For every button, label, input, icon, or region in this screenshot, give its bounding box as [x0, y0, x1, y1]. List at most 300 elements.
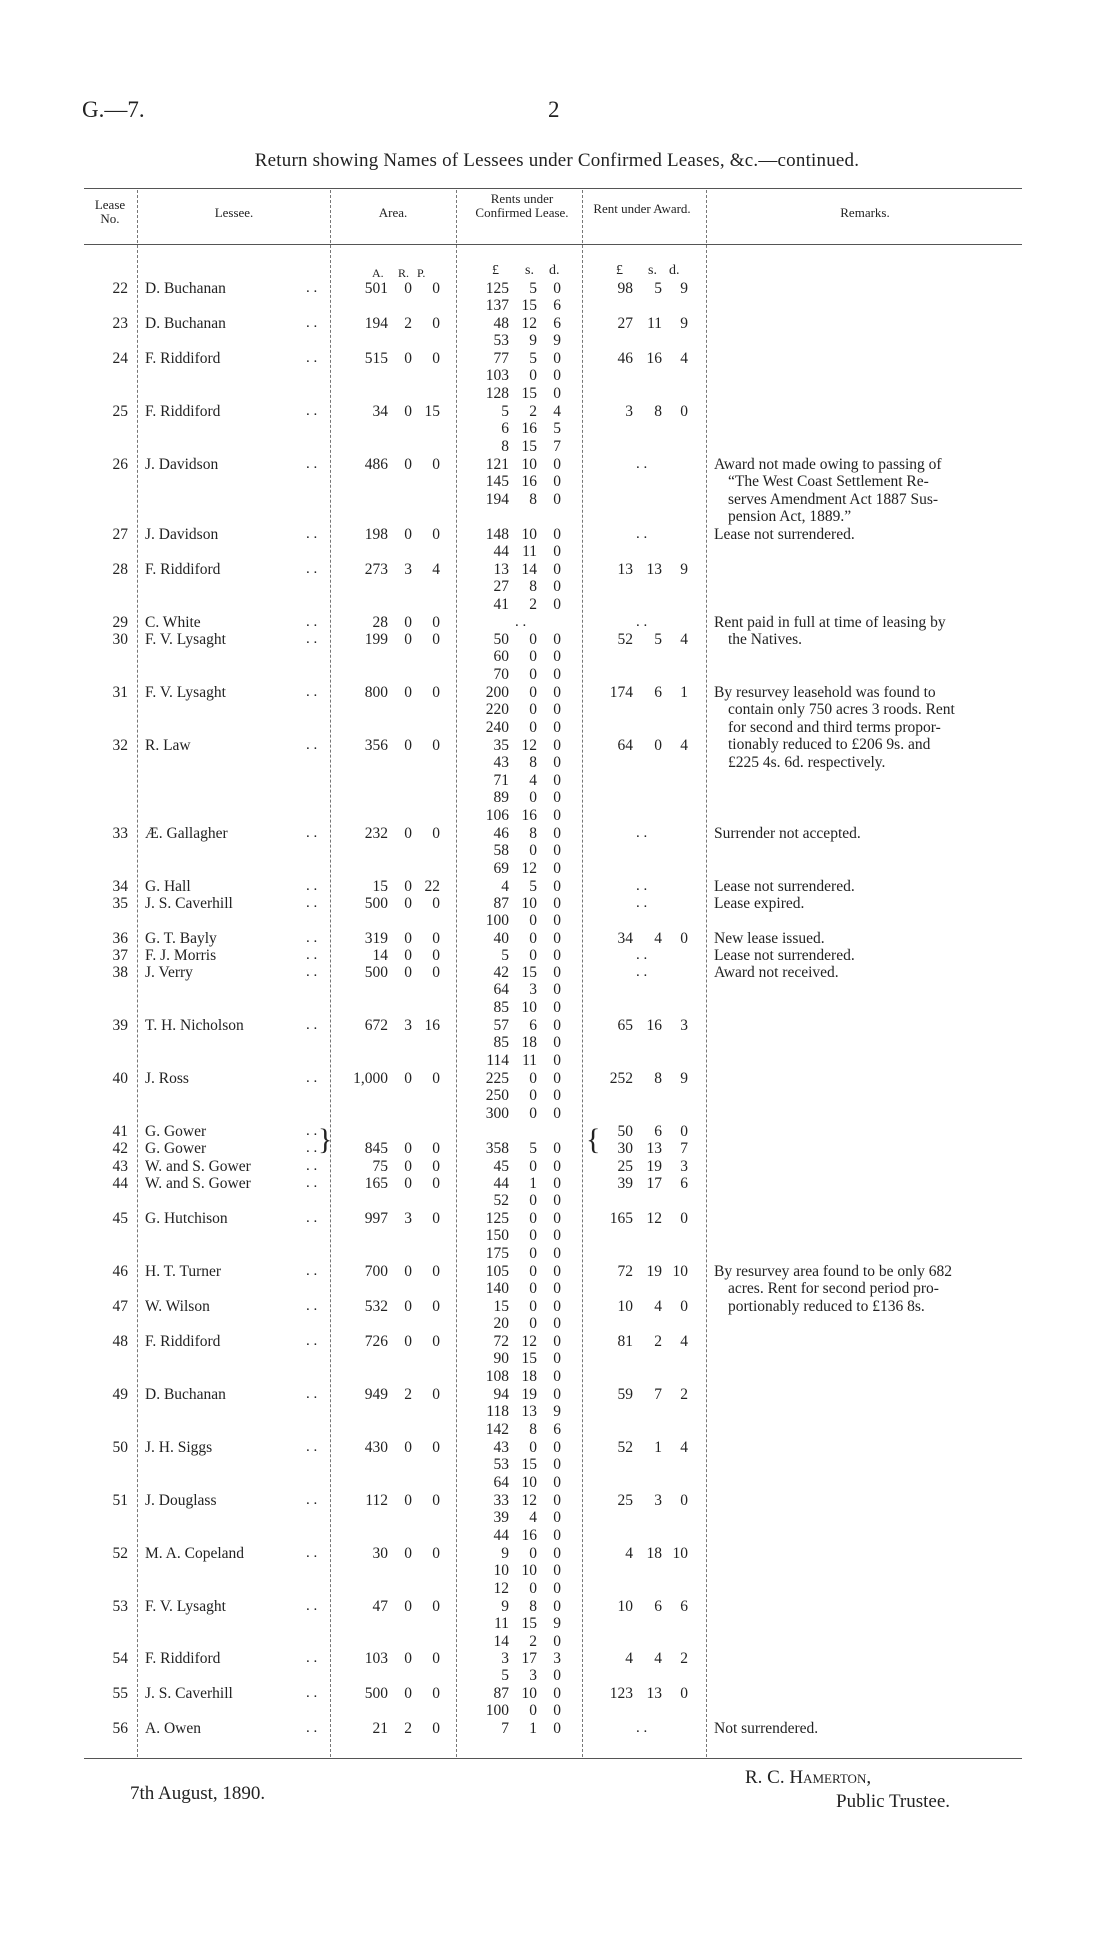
award-value: 13: [617, 561, 633, 578]
rent-value: 9: [553, 332, 561, 350]
rent-value: 145: [485, 473, 509, 491]
award-value: 17: [646, 1175, 662, 1192]
rent-value: 0: [553, 1632, 561, 1650]
area-value: 430: [364, 1439, 388, 1456]
lessee-name: G. Gower: [145, 1140, 207, 1157]
area-value: 0: [404, 1650, 412, 1667]
rent-value: 175: [485, 1244, 509, 1262]
rent-value: 45: [493, 1158, 509, 1175]
lease-number: 24: [112, 350, 128, 367]
area-value: 4: [432, 561, 440, 578]
rent-value: 15: [521, 1615, 537, 1633]
remark-line: Rent paid in full at time of leasing by: [714, 614, 946, 631]
rent-value: 0: [553, 1720, 561, 1737]
remark-text: [714, 930, 1024, 947]
rent-value: 0: [553, 1685, 561, 1702]
header-rent-award: Rent under Award.: [593, 201, 691, 216]
rent-value: 14: [493, 1632, 509, 1650]
rent-value: 6: [553, 297, 561, 315]
lessee-name: F. Riddiford: [145, 350, 221, 367]
rent-value: 0: [553, 561, 561, 578]
award-value: 10: [617, 1298, 633, 1315]
area-value: 0: [432, 737, 440, 754]
remark-line: Lease not surrendered.: [714, 526, 855, 543]
rent-value: 358: [485, 1140, 509, 1157]
rent-value: 10: [521, 998, 537, 1016]
award-value: 1: [654, 1439, 662, 1456]
header-rule: [84, 244, 1022, 245]
remark-line: Lease not surrendered.: [714, 947, 855, 964]
area-value: 0: [404, 1439, 412, 1456]
rent-value: 53: [493, 332, 509, 350]
rent-value: 94: [493, 1386, 509, 1403]
lease-number: 22: [112, 280, 128, 297]
lessee-name: F. Riddiford: [145, 1650, 221, 1667]
leader-dots: . .: [306, 1650, 318, 1666]
rent-value: 0: [553, 1017, 561, 1034]
rent-value: 0: [553, 1350, 561, 1368]
remark-line: acres. Rent for second period pro-: [728, 1280, 939, 1298]
rent-value: 0: [553, 895, 561, 912]
award-value: 4: [625, 1650, 633, 1667]
lessee-name: W. and S. Gower: [145, 1175, 251, 1192]
rent-value: 0: [553, 1104, 561, 1122]
rent-value: 8: [501, 437, 509, 455]
rent-value: 4: [529, 1509, 537, 1527]
rent-value: 225: [485, 1070, 509, 1087]
rent-value: 6: [553, 1420, 561, 1438]
area-value: 2: [404, 1386, 412, 1403]
rent-value: 16: [521, 1526, 537, 1544]
award-dots: . .: [636, 947, 648, 963]
rent-value: 0: [529, 1210, 537, 1227]
area-value: 0: [404, 1685, 412, 1702]
award-value: 6: [654, 684, 662, 701]
award-value: 165: [609, 1210, 633, 1227]
remark-line: Surrender not accepted.: [714, 825, 861, 842]
rent-value: 100: [485, 1702, 509, 1720]
award-value: 10: [617, 1598, 633, 1615]
rent-value: 12: [521, 859, 537, 877]
award-value: 13: [646, 1685, 662, 1702]
rent-value: 9: [501, 1598, 509, 1615]
leader-dots: . .: [306, 631, 318, 647]
award-value: 9: [680, 280, 688, 297]
rent-value: 5: [529, 878, 537, 895]
leader-dots: . .: [306, 1720, 318, 1736]
page-number: 2: [548, 97, 560, 122]
award-value: 59: [617, 1386, 633, 1403]
rent-value: 0: [553, 1210, 561, 1227]
rent-value: 0: [553, 1280, 561, 1298]
rent-value: 40: [493, 930, 509, 947]
award-dots: . .: [636, 526, 648, 542]
award-value: 0: [680, 1298, 688, 1315]
area-value: 0: [404, 403, 412, 420]
award-value: 4: [680, 737, 688, 754]
area-value: 0: [432, 1263, 440, 1280]
rent-value: 0: [553, 737, 561, 754]
leader-dots: . .: [306, 1017, 318, 1033]
rent-value: 240: [485, 718, 509, 736]
area-value: 0: [404, 1175, 412, 1192]
lease-number: 35: [112, 895, 128, 912]
area-value: 0: [404, 947, 412, 964]
rent-value: 0: [553, 825, 561, 842]
rent-value: 0: [553, 1509, 561, 1527]
rent-value: 0: [529, 1192, 537, 1210]
rent-value: 0: [553, 878, 561, 895]
lease-number: 51: [112, 1492, 128, 1509]
area-value: 0: [404, 964, 412, 981]
rent-value: 13: [493, 561, 509, 578]
area-value: 0: [432, 280, 440, 297]
area-value: 0: [404, 631, 412, 648]
remark-text: [714, 614, 1024, 649]
rent-value: 43: [493, 754, 509, 772]
leader-dots: . .: [306, 825, 318, 841]
award-value: 13: [646, 1140, 662, 1157]
rent-value: 58: [493, 842, 509, 860]
rent-value: 9: [501, 1545, 509, 1562]
rent-value: 41: [493, 595, 509, 613]
rent-value: 71: [493, 771, 509, 789]
rent-value: 0: [529, 947, 537, 964]
rent-value: 12: [521, 1492, 537, 1509]
leader-dots: . .: [306, 1333, 318, 1349]
rent-value: 87: [493, 895, 509, 912]
rent-value: 10: [521, 1562, 537, 1580]
area-value: 0: [404, 614, 412, 631]
lease-number: 27: [112, 526, 128, 543]
award-value: 39: [617, 1175, 633, 1192]
area-value: 3: [404, 561, 412, 578]
lessee-name: F. V. Lysaght: [145, 684, 226, 701]
lease-number: 36: [112, 930, 128, 947]
rent-value: 0: [529, 684, 537, 701]
area-value: 112: [365, 1492, 388, 1509]
area-value: 0: [432, 930, 440, 947]
rent-value: 0: [553, 456, 561, 473]
rent-value: 0: [553, 1598, 561, 1615]
remark-text: [714, 1720, 1024, 1737]
rent-value: 0: [553, 842, 561, 860]
rent-value: 77: [493, 350, 509, 367]
award-value: 4: [680, 1333, 688, 1350]
award-value: 6: [654, 1598, 662, 1615]
area-unit-label: P.: [417, 266, 426, 280]
area-value: 1,000: [353, 1070, 388, 1087]
rent-value: 0: [529, 1244, 537, 1262]
rent-value: 12: [493, 1579, 509, 1597]
rent-value: 4: [553, 403, 561, 420]
lessee-name: D. Buchanan: [145, 1386, 226, 1403]
rent-value: 0: [529, 1227, 537, 1245]
award-value: 3: [680, 1017, 688, 1034]
lease-number: 48: [112, 1333, 128, 1350]
award-value: 6: [680, 1175, 688, 1192]
award-value: 2: [680, 1650, 688, 1667]
rent-value: 10: [521, 1685, 537, 1702]
leader-dots: . .: [306, 1439, 318, 1455]
column-divider: [582, 190, 583, 1757]
area-value: 0: [432, 1140, 440, 1157]
award-value: 11: [647, 315, 662, 332]
remark-line: Award not made owing to passing of: [714, 456, 942, 473]
award-dots: . .: [636, 878, 648, 894]
remark-line: the Natives.: [728, 631, 803, 649]
rent-value: 70: [493, 665, 509, 683]
lease-number: 47: [112, 1298, 128, 1315]
rent-value: 18: [521, 1367, 537, 1385]
rent-value: 0: [553, 1244, 561, 1262]
area-value: 165: [364, 1175, 388, 1192]
rent-value: 0: [553, 578, 561, 596]
area-value: 0: [432, 1175, 440, 1192]
area-value: 0: [404, 1545, 412, 1562]
rent-value: 0: [553, 1386, 561, 1403]
award-value: 123: [609, 1685, 633, 1702]
remark-text: [714, 947, 1024, 964]
remark-line: Award not received.: [714, 964, 839, 981]
rent-value: 15: [521, 964, 537, 981]
award-value: 252: [609, 1070, 633, 1087]
award-value: 16: [646, 350, 662, 367]
rent-value: 106: [485, 806, 509, 824]
area-value: 0: [432, 1386, 440, 1403]
rent-value: 194: [485, 490, 509, 508]
rent-value: 17: [521, 1650, 537, 1667]
award-value: 4: [625, 1545, 633, 1562]
rent-value: 0: [529, 701, 537, 719]
rent-value: 150: [485, 1227, 509, 1245]
rent-value: 108: [485, 1367, 509, 1385]
rent-value: 140: [485, 1280, 509, 1298]
rent-value: 8: [529, 1598, 537, 1615]
lease-number: 23: [112, 315, 128, 332]
award-value: 34: [617, 930, 633, 947]
lease-number: 40: [112, 1070, 128, 1087]
rent-value: 5: [553, 420, 561, 438]
lessee-name: D. Buchanan: [145, 280, 226, 297]
rent-value: 121: [485, 456, 509, 473]
rent-value: 125: [485, 1210, 509, 1227]
rent-value: 0: [553, 1192, 561, 1210]
rent-value: 0: [553, 1492, 561, 1509]
award-value: 0: [680, 1123, 688, 1140]
rent-value: 64: [493, 981, 509, 999]
lease-number: 29: [112, 614, 128, 631]
rent-value: 15: [521, 1350, 537, 1368]
lease-number: 55: [112, 1685, 128, 1702]
rent-value: 0: [553, 280, 561, 297]
rent-value: 0: [553, 1562, 561, 1580]
rent-value: 8: [529, 578, 537, 596]
rent-value: 64: [493, 1473, 509, 1491]
rent-value: 0: [529, 648, 537, 666]
award-value: 9: [680, 315, 688, 332]
rent-value: 0: [529, 1545, 537, 1562]
rent-value: 53: [493, 1456, 509, 1474]
remark-line: Lease not surrendered.: [714, 878, 855, 895]
area-value: 486: [364, 456, 388, 473]
rent-value: 39: [493, 1509, 509, 1527]
award-unit-label: £: [616, 263, 623, 278]
rent-value: 0: [553, 473, 561, 491]
rent-value: 0: [553, 789, 561, 807]
rent-value: 118: [486, 1403, 509, 1421]
leader-dots: . .: [306, 1685, 318, 1701]
top-rule: [84, 188, 1022, 189]
rent-value: 50: [493, 631, 509, 648]
lessee-name: J. H. Siggs: [145, 1439, 213, 1456]
rent-value: 0: [553, 998, 561, 1016]
rent-value: 5: [501, 403, 509, 420]
area-value: 22: [424, 878, 440, 895]
area-value: 21: [372, 1720, 388, 1737]
rent-value: 0: [529, 789, 537, 807]
leader-dots: . .: [306, 456, 318, 472]
rent-value: 12: [521, 315, 537, 332]
area-value: 0: [432, 526, 440, 543]
rent-value: 142: [485, 1420, 509, 1438]
rent-value: 0: [553, 771, 561, 789]
area-value: 0: [404, 1598, 412, 1615]
area-value: 2: [404, 1720, 412, 1737]
award-value: 4: [680, 631, 688, 648]
area-value: 14: [372, 947, 388, 964]
rent-value: 15: [521, 384, 537, 402]
rent-value: 8: [529, 490, 537, 508]
rent-value: 5: [529, 280, 537, 297]
award-dots: . .: [636, 614, 648, 630]
area-value: 30: [372, 1545, 388, 1562]
remark-line: Lease expired.: [714, 895, 805, 912]
lease-number: 39: [112, 1017, 128, 1034]
area-value: 356: [364, 737, 388, 754]
rent-value: 0: [553, 806, 561, 824]
lease-number: 44: [112, 1175, 128, 1192]
rent-value: 0: [529, 930, 537, 947]
rent-value: 52: [493, 1192, 509, 1210]
lessee-name: F. V. Lysaght: [145, 1598, 226, 1615]
rent-value: 57: [493, 1017, 509, 1034]
rent-value: 137: [485, 297, 509, 315]
table-title: Return showing Names of Lessees under Confirmed Leases, &c.—continued.: [254, 150, 860, 171]
leader-dots: . .: [306, 614, 318, 630]
rent-value: 0: [553, 1315, 561, 1333]
award-value: 174: [609, 684, 633, 701]
rent-value: 0: [529, 367, 537, 385]
header-rents-confirmed: Rents under Confirmed Lease.: [475, 191, 569, 220]
leader-dots: . .: [306, 1140, 318, 1156]
rent-value: 46: [493, 825, 509, 842]
rent-value: 11: [522, 1051, 537, 1069]
rent-value: 0: [553, 631, 561, 648]
lessee-name: G. T. Bayly: [145, 930, 217, 947]
lessee-name: G. Gower: [145, 1123, 207, 1140]
rent-value: 10: [493, 1562, 509, 1580]
award-value: 0: [680, 1685, 688, 1702]
area-unit-label: A.: [372, 266, 384, 280]
rent-value: 300: [485, 1104, 509, 1122]
remark-line: “The West Coast Settlement Re-: [728, 473, 929, 491]
area-value: 845: [364, 1140, 388, 1157]
remark-text: [714, 825, 1024, 842]
award-value: 0: [680, 403, 688, 420]
rent-value: 7: [553, 437, 561, 455]
rent-value: 0: [553, 964, 561, 981]
remark-text: [714, 1263, 1024, 1315]
leader-dots: . .: [306, 895, 318, 911]
rent-value: 10: [521, 456, 537, 473]
area-brace: }: [318, 1123, 333, 1156]
rent-value: 6: [553, 315, 561, 332]
award-value: 4: [654, 930, 662, 947]
rent-value: 0: [529, 842, 537, 860]
lease-number: 28: [112, 561, 128, 578]
rent-value: 72: [493, 1333, 509, 1350]
rent-value: 12: [521, 1333, 537, 1350]
rent-value: 0: [553, 1545, 561, 1562]
leader-dots: . .: [306, 526, 318, 542]
rent-value: 0: [553, 718, 561, 736]
signatory-name: R. C. Hamerton,: [745, 1767, 872, 1788]
area-value: 0: [404, 825, 412, 842]
area-value: 0: [432, 825, 440, 842]
rent-value: 3: [529, 981, 537, 999]
rent-value: 0: [529, 631, 537, 648]
award-value: 25: [617, 1158, 633, 1175]
rent-value: 0: [553, 1034, 561, 1052]
lease-number: 31: [112, 684, 128, 701]
leader-dots: . .: [306, 1545, 318, 1561]
rent-value: 0: [529, 1104, 537, 1122]
header-remarks: Remarks.: [840, 205, 890, 220]
rent-value: 0: [529, 665, 537, 683]
award-value: 25: [617, 1492, 633, 1509]
header-lessee: Lessee.: [214, 205, 254, 220]
rent-value: 0: [553, 648, 561, 666]
rent-value: 0: [553, 367, 561, 385]
lease-number: 46: [112, 1263, 128, 1280]
area-unit-label: R.: [398, 266, 410, 280]
leader-dots: . .: [306, 280, 318, 296]
rent-value: 0: [553, 1175, 561, 1192]
leader-dots: . .: [306, 403, 318, 419]
award-value: 12: [646, 1210, 662, 1227]
lessee-name: D. Buchanan: [145, 315, 226, 332]
rent-value: 105: [485, 1263, 509, 1280]
rent-value: 15: [493, 1298, 509, 1315]
rent-value: 9: [553, 1403, 561, 1421]
award-brace: {: [586, 1123, 601, 1156]
rent-value: 0: [553, 1298, 561, 1315]
lessee-name: W. Wilson: [145, 1298, 210, 1315]
area-value: 0: [432, 1210, 440, 1227]
rent-value: 0: [529, 1579, 537, 1597]
award-value: 0: [680, 1492, 688, 1509]
leader-dots: . .: [306, 350, 318, 366]
lease-number: 25: [112, 403, 128, 420]
rent-value: 0: [553, 947, 561, 964]
rent-value: 69: [493, 859, 509, 877]
rent-value: 0: [553, 595, 561, 613]
rent-value: 0: [553, 1456, 561, 1474]
area-value: 0: [432, 684, 440, 701]
area-value: 15: [372, 878, 388, 895]
lessee-name: F. Riddiford: [145, 561, 221, 578]
